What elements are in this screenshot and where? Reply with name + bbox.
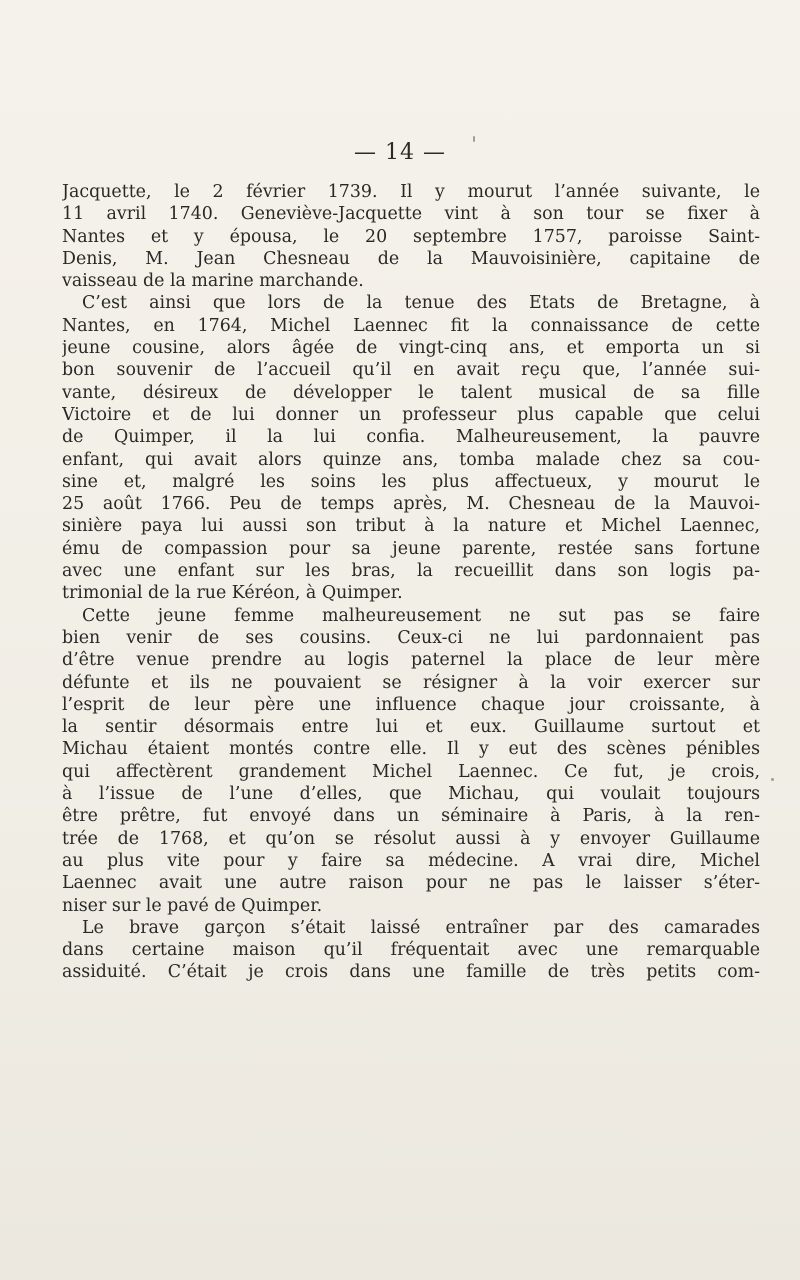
text-line: sinière paya lui aussi son tribut à la nature et Michel Laennec,: [62, 516, 760, 537]
text-line: trimonial de la rue Kéréon, à Quimper.: [62, 583, 403, 604]
text-line: niser sur le pavé de Quimper.: [62, 895, 323, 916]
text-line: défunte et ils ne pouvaient se résigner à la voir exercer sur: [62, 672, 760, 693]
text-line: qui affectèrent grandement Michel Laennec. Ce fut, je crois,: [62, 761, 760, 782]
text-line: trée de 1768, et qu’on se résolut aussi à y envoyer Guillaume: [62, 828, 760, 849]
text-line: vaisseau de la marine marchande.: [62, 271, 364, 292]
text-line: C’est ainsi que lors de la tenue des Etats de Bretagne, à: [82, 293, 760, 314]
text-line: bon souvenir de l’accueil qu’il en avait reçu que, l’année sui-: [62, 360, 760, 381]
page-number: — 14 —: [354, 140, 446, 165]
text-line: vante, désireux de développer le talent musical de sa fille: [62, 382, 760, 403]
text-line: Michau étaient montés contre elle. Il y eut des scènes pénibles: [62, 739, 760, 760]
text-line: 25 août 1766. Peu de temps après, M. Chesneau de la Mauvoi-: [62, 494, 760, 515]
text-line: sine et, malgré les soins les plus affectueux, y mourut le: [62, 471, 760, 492]
text-line: être prêtre, fut envoyé dans un séminaire à Paris, à la ren-: [62, 806, 760, 827]
text-line: Le brave garçon s’était laissé entraîner par des camarades: [82, 917, 760, 938]
text-line: d’être venue prendre au logis paternel la place de leur mère: [62, 650, 760, 671]
text-line: Denis, M. Jean Chesneau de la Mauvoisinière, capitaine de: [62, 248, 760, 269]
text-line: de Quimper, il la lui confia. Malheureusement, la pauvre: [62, 427, 760, 448]
text-line: Jacquette, le 2 février 1739. Il y mourut l’année suivante, le: [62, 182, 760, 202]
text-line: Victoire et de lui donner un professeur plus capable que celui: [62, 404, 760, 425]
text-line: Nantes, en 1764, Michel Laennec fit la connaissance de cette: [62, 315, 760, 336]
paper-speck: [771, 778, 774, 781]
text-line: la sentir désormais entre lui et eux. Guillaume surtout et: [62, 717, 760, 738]
text-line: Cette jeune femme malheureusement ne sut pas se faire: [82, 605, 760, 626]
body-text: [62, 181, 760, 984]
text-line: enfant, qui avait alors quinze ans, tomba malade chez sa cou-: [62, 449, 760, 470]
text-line: à l’issue de l’une d’elles, que Michau, qui voulait toujours: [62, 784, 760, 805]
text-line: jeune cousine, alors âgée de vingt-cinq ans, et emporta un si: [62, 338, 760, 359]
text-line: Laennec avait une autre raison pour ne pas le laisser s’éter-: [62, 873, 760, 894]
text-line: assiduité. C’était je crois dans une famille de très petits com-: [62, 962, 760, 983]
text-line: dans certaine maison qu’il fréquentait avec une remarquable: [62, 940, 760, 961]
text-line: avec une enfant sur les bras, la recueillit dans son logis pa-: [62, 561, 760, 582]
text-line: ému de compassion pour sa jeune parente, restée sans fortune: [62, 538, 760, 559]
text-line: 11 avril 1740. Geneviève-Jacquette vint à son tour se fixer à: [62, 204, 760, 225]
text-line: bien venir de ses cousins. Ceux-ci ne lui pardonnaient pas: [62, 627, 760, 648]
text-line: au plus vite pour y faire sa médecine. A vrai dire, Michel: [62, 850, 760, 871]
text-line: l’esprit de leur père une influence chaque jour croissante, à: [62, 694, 760, 715]
paper-speck: [473, 136, 475, 142]
text-line: Nantes et y épousa, le 20 septembre 1757, paroisse Saint-: [62, 226, 760, 247]
